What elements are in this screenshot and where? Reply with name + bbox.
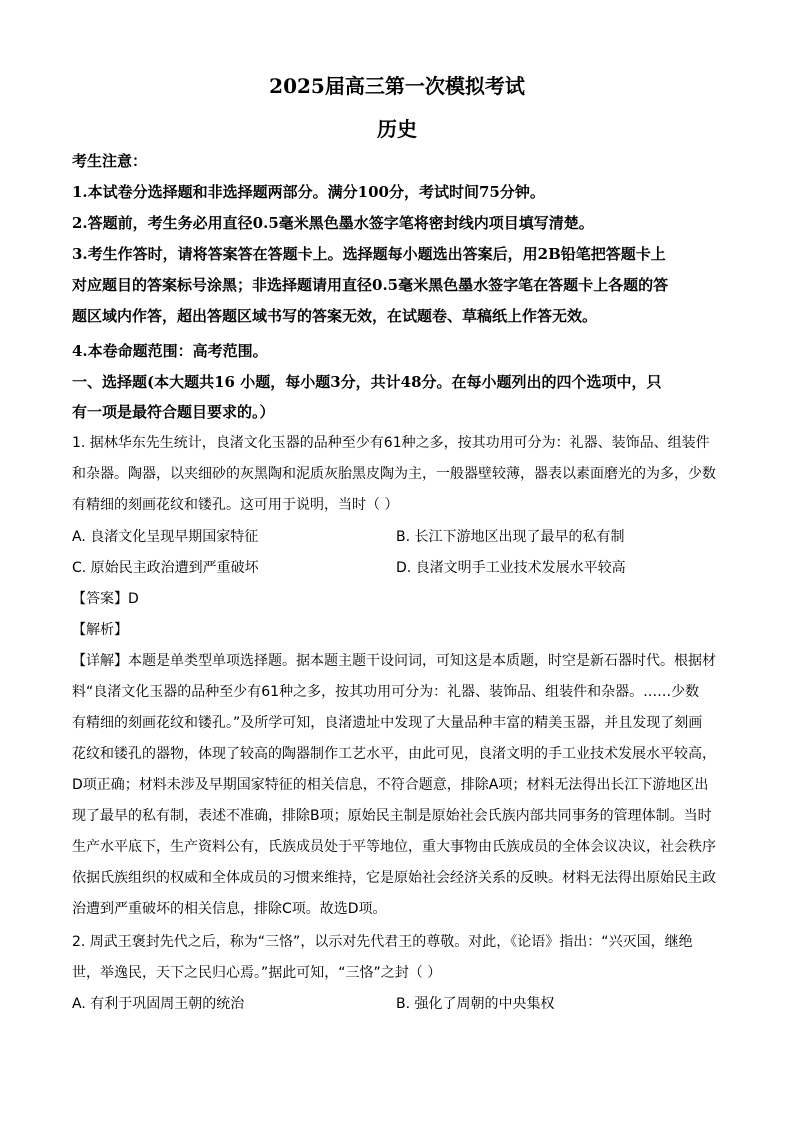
option-b: B. 强化了周朝的中央集权 [396, 996, 555, 1012]
question-stem: 2. 周武王褒封先代之后，称为“三恪”，以示对先代君王的尊敬。对此，《论语》指出：“兴灭国，继绝 [72, 934, 693, 950]
option-d: D. 良渚文明手工业技术发展水平较高 [396, 560, 626, 576]
option-a: A. 有利于巩固周王朝的统治 [72, 996, 245, 1012]
subject-title: 历史 [377, 117, 417, 141]
question-stem: 1. 据林华东先生统计，良渚文化玉器的品种至少有61种之多，按其功用可分为：礼器、装饰品、组装件 [72, 435, 710, 451]
notice-line: 对应题目的答案标号涂黑；非选择题请用直径0.5毫米黑色墨水签字笔在答题卡上各题的答 [72, 276, 669, 294]
explanation-line: 料“良渚文化玉器的品种至少有61种之多，按其功用可分为：礼器、装饰品、组装件和杂器。……少数 [72, 684, 700, 700]
notice-line: 1.本试卷分选择题和非选择题两部分。满分100分，考试时间75分钟。 [72, 183, 545, 201]
explanation-line: 治遭到严重破坏的相关信息，排除C项。故选D项。 [72, 901, 387, 917]
option-b: B. 长江下游地区出现了最早的私有制 [396, 529, 625, 545]
notice-line: 题区域内作答，超出答题区域书写的答案无效，在试题卷、草稿纸上作答无效。 [72, 307, 598, 325]
explanation-line: 生产水平底下，生产资料公有，氏族成员处于平等地位，重大事物由氏族成员的全体会议决议，社会秩序 [72, 839, 716, 855]
explanation-line: 【详解】本题是单类型单项选择题。据本题主题干设问词，可知这是本质题，时空是新石器时代。根据材 [72, 653, 716, 669]
explanation-line: 依据氏族组织的权威和全体成员的习惯来维持，它是原始社会经济关系的反映。材料无法得出原始民主政 [72, 870, 716, 886]
exam-title: 2025届高三第一次模拟考试 [269, 74, 525, 98]
notice-line: 2.答题前，考生务必用直径0.5毫米黑色墨水签字笔将密封线内项目填写清楚。 [72, 214, 594, 232]
explanation-line: D项正确；材料未涉及早期国家特征的相关信息，不符合题意，排除A项；材料无法得出长江下游地区出 [72, 777, 709, 793]
notice-heading: 考生注意： [72, 152, 148, 170]
explanation-line: 花纹和镂孔的器物，体现了较高的陶器制作工艺水平，由此可见，良渚文明的手工业技术发展水平较高， [72, 746, 716, 762]
notice-line: 4.本卷命题范围：高考范围。 [72, 342, 268, 360]
question-stem: 和杂器。陶器，以夹细砂的灰黑陶和泥质灰胎黑皮陶为主，一般器壁较薄，器表以素面磨光的为多，少数 [72, 466, 716, 482]
explanation-line: 有精细的刻画花纹和镂孔。”及所学可知，良渚遗址中发现了大量品种丰富的精美玉器，并且发现了刻画 [72, 715, 703, 731]
answer-label: 【答案】D [72, 591, 139, 607]
option-a: A. 良渚文化呈现早期国家特征 [72, 529, 259, 545]
section-heading: 一、选择题(本大题共16 小题，每小题3分，共计48分。在每小题列出的四个选项中，只 [72, 373, 662, 391]
analysis-label: 【解析】 [72, 622, 128, 638]
section-heading: 有一项是最符合题目要求的。） [72, 403, 275, 421]
question-stem: 有精细的刻画花纹和镂孔。这可用于说明，当时（ ） [72, 497, 399, 513]
explanation-line: 现了最早的私有制，表述不准确，排除B项；原始民主制是原始社会氏族内部共同事务的管理体制。当时 [72, 808, 712, 824]
notice-line: 3.考生作答时，请将答案答在答题卡上。选择题每小题选出答案后，用2B铅笔把答题卡上 [72, 245, 666, 263]
option-c: C. 原始民主政治遭到严重破坏 [72, 560, 259, 576]
question-stem: 世，举逸民，天下之民归心焉。”据此可知，“三恪”之封（ ） [72, 965, 442, 981]
